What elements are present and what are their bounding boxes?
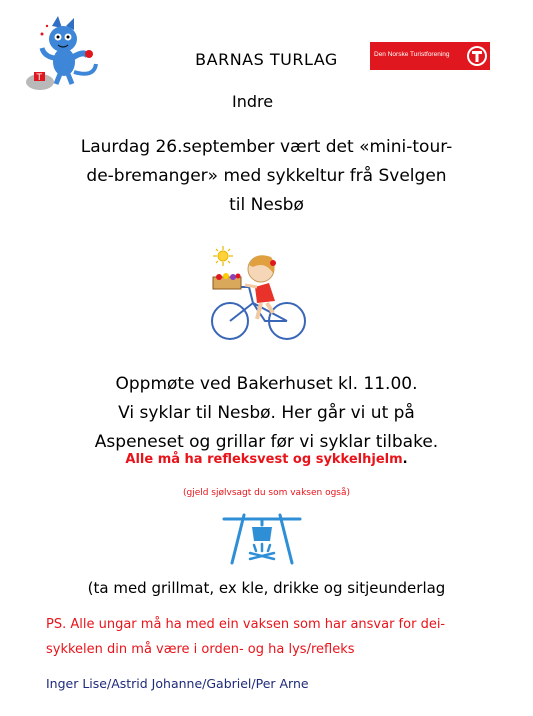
ps-note [46, 612, 516, 662]
subtitle: Indre [232, 92, 274, 111]
meeting-line: Oppmøte ved Bakerhuset kl. 11.00. [115, 374, 418, 394]
dnt-t-icon [466, 45, 488, 67]
safety-warning-tail: . [402, 452, 408, 467]
packing-list: (ta med grillmat, ex kle, drikke og sitjeunderlag [87, 579, 446, 597]
intro-text [0, 133, 533, 220]
organizer-names: Inger Lise/Astrid Johanne/Gabriel/Per Arne [46, 676, 309, 691]
ps-line: PS. Alle ungar må ha med ein vaksen som har ansvar for dei- [46, 617, 446, 632]
meeting-info [0, 370, 533, 457]
intro-line: Laurdag 26.september vært det «mini-tour- [80, 137, 453, 157]
campfire-icon [222, 507, 302, 565]
svg-text:T: T [36, 73, 42, 83]
ps-line: sykkelen din må være i orden- og ha lys/refleks [46, 642, 355, 657]
adult-note: (gjeld sjølvsagt du som vaksen også) [182, 488, 351, 498]
meeting-line: Vi syklar til Nesbø. Her går vi ut på [118, 403, 415, 423]
intro-line: de-bremanger» med sykkeltur frå Svelgen [86, 166, 447, 186]
page-title: BARNAS TURLAG [195, 50, 338, 69]
dnt-logo [370, 42, 490, 70]
safety-warning [0, 452, 533, 467]
safety-warning-text: Alle må ha refleksvest og sykkelhjelm [125, 452, 403, 467]
intro-line: til Nesbø [229, 195, 304, 215]
girl-on-bicycle-icon [205, 243, 310, 345]
meeting-line: Aspeneset og grillar før vi syklar tilbake. [94, 432, 439, 452]
logo-text: Den Norske Turistforening [374, 51, 450, 58]
